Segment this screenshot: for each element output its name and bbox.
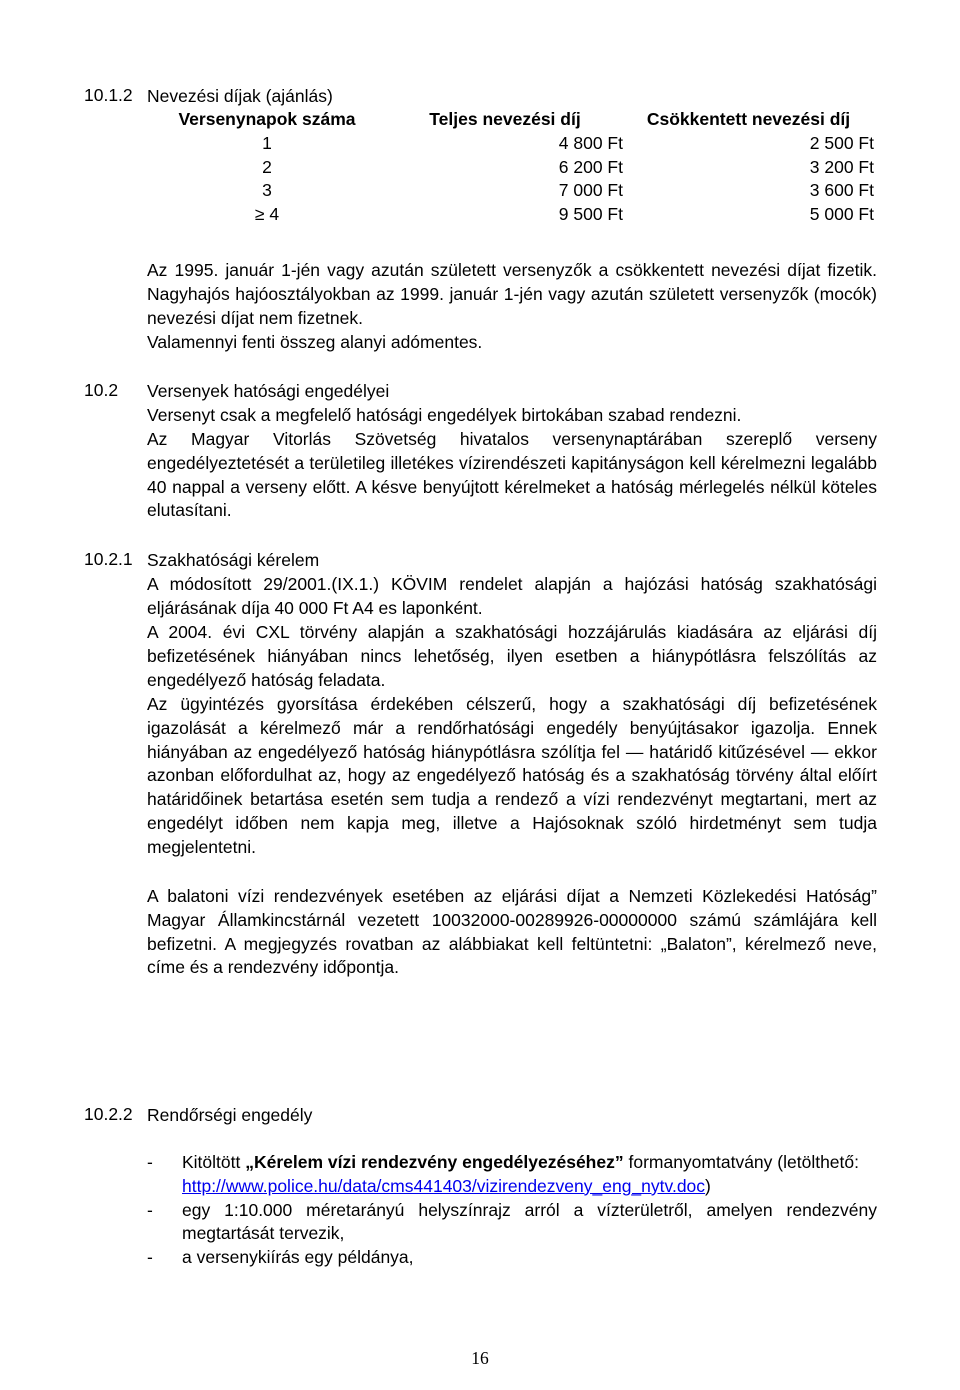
permits-paragraph: Az Magyar Vitorlás Szövetség hivatalos versenynaptárában szereplő verseny engedélyeztetését a területileg illetékes vízirendészeti kapitányságon kell kérelmezni legalább 40 nappal a verseny előtt. A késve benyújtott kérelmeket a hatóság mérlegelés nélkül köteles elutasítani.	[147, 429, 877, 521]
table-cell-full-fee: 9 500 Ft	[558, 204, 623, 225]
table-cell-reduced-fee: 2 500 Ft	[809, 132, 874, 153]
table-row	[147, 179, 874, 203]
table-cell-days: 1	[262, 132, 272, 153]
table-header-full-fee: Teljes nevezési díj	[429, 109, 581, 129]
table-cell-days: 2	[262, 156, 272, 177]
table-cell-reduced-fee: 3 200 Ft	[809, 156, 874, 177]
cxl-law-paragraph: A 2004. évi CXL törvény alapján a szakhatósági hozzájárulás kiadására az eljárási díj befizetésének hiányában nincs lehetőség, ilyen esetben a hiánypótlásra felszólítás az engedélyező hatóság feladata.	[147, 622, 877, 690]
section-title-10-1-2: Nevezési díjak (ajánlás)	[147, 86, 333, 106]
list-item	[147, 1151, 877, 1199]
authority-fee-paragraph: A módosított 29/2001.(IX.1.) KÖVIM rendelet alapján a hajózási hatóság szakhatósági eljárásának díja 40 000 Ft A4 es laponként.	[147, 574, 877, 618]
table-row	[147, 132, 874, 156]
permits-intro-line: Versenyt csak a megfelelő hatósági engedélyek birtokában szabad rendezni.	[147, 405, 742, 425]
form-title: „Kérelem vízi rendezvény engedélyezéséhez”	[245, 1152, 624, 1172]
entry-fee-table	[147, 108, 874, 227]
list-item	[147, 1246, 877, 1270]
table-cell-full-fee: 6 200 Ft	[558, 156, 623, 177]
table-cell-full-fee: 7 000 Ft	[558, 180, 623, 201]
table-row	[147, 203, 874, 227]
table-header-reduced-fee: Csökkentett nevezési díj	[646, 109, 851, 129]
fee-note-paragraph: Az 1995. január 1-jén vagy azután született versenyzők a csökkentett nevezési díjat fizetik. Nagyhajós hajóosztályokban az 1999. január 1-jén vagy azután született versenyzők (mocók) nevezési díjat nem fizetnek.	[147, 260, 877, 328]
police-permit-requirements-list	[147, 1151, 877, 1270]
page-number: 16	[471, 1348, 489, 1368]
list-item-text: formanyomtatvány (letölthető:	[623, 1152, 859, 1172]
list-item-text: Kitöltött	[182, 1152, 246, 1172]
dash-bullet: -	[147, 1199, 153, 1220]
section-number-10-1-2: 10.1.2	[84, 85, 133, 105]
section-title-10-2-1: Szakhatósági kérelem	[147, 550, 320, 570]
section-number-10-2: 10.2	[84, 380, 119, 400]
dash-bullet: -	[147, 1152, 153, 1172]
list-item-text: egy 1:10.000 méretarányú helyszínrajz arról a vízterületről, amelyen rendezvény megtartását tervezik,	[182, 1199, 877, 1244]
table-cell-full-fee: 4 800 Ft	[558, 132, 623, 153]
table-cell-days: ≥ 4	[254, 204, 280, 225]
dash-bullet: -	[147, 1247, 153, 1268]
section-number-10-2-2: 10.2.2	[84, 1104, 133, 1124]
procedure-paragraph: Az ügyintézés gyorsítása érdekében célszerű, hogy a szakhatósági díj befizetésének igazolását a kérelmező már a rendőrhatósági engedély benyújtásakor igazolja. Ennek hiányában az engedélyező hatóság hiánypótlásra szólítja fel — határidő kitűzésével — ekkor azonban előfordulhat az, hogy az engedélyező hatóság és a szakhatóság törvény által előírt határidőinek betartása esetén sem tudja a rendező a vízi rendezvényt megtartani, mert az engedélyt időben nem kapja meg, illetve a Hajósoknak szóló hirdetményt sem tudja megjelentetni.	[147, 694, 877, 857]
table-header-days: Versenynapok száma	[178, 109, 356, 129]
table-header-row	[147, 108, 874, 132]
list-item-text: a versenykiírás egy példánya,	[182, 1247, 414, 1268]
table-cell-reduced-fee: 3 600 Ft	[809, 180, 874, 201]
balaton-payment-paragraph: A balatoni vízi rendezvények esetében az eljárási díjat a Nemzeti Közlekedési Hatóság” Magyar Államkincstárnál vezetett 10032000-00289926-00000000 számú számlájára kell befizetni. A megjegyzés rovatban az alábbiakat kell feltüntetni: „Balaton”, kérelmező neve, címe és a rendezvény időpontja.	[147, 886, 877, 978]
list-item	[147, 1199, 877, 1247]
tax-exempt-note: Valamennyi fenti összeg alanyi adómentes.	[147, 332, 483, 352]
section-title-10-2: Versenyek hatósági engedélyei	[147, 381, 390, 401]
section-number-10-2-1: 10.2.1	[84, 549, 133, 569]
table-cell-reduced-fee: 5 000 Ft	[809, 204, 874, 225]
list-item-text: )	[705, 1175, 711, 1196]
download-link[interactable]: http://www.police.hu/data/cms441403/vizirendezveny_eng_nytv.doc	[182, 1175, 706, 1196]
table-row	[147, 156, 874, 180]
section-title-10-2-2: Rendőrségi engedély	[147, 1105, 313, 1125]
table-cell-days: 3	[262, 180, 272, 201]
